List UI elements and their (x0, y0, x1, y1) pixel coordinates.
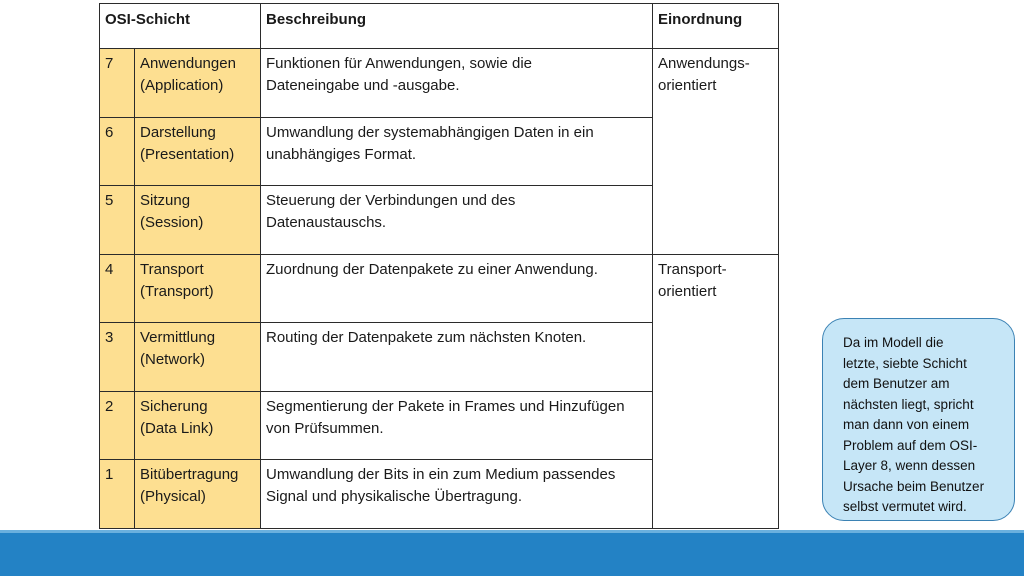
callout-line: Da im Modell die (843, 335, 944, 350)
footer-bar (0, 530, 1024, 576)
header-einordnung: Einordnung (653, 4, 779, 49)
layer-number: 4 (100, 254, 135, 323)
layer-name-en: (Transport) (140, 282, 214, 300)
description-line: Funktionen für Anwendungen, sowie die (266, 55, 533, 72)
callout-line: Ursache beim Benutzer (843, 478, 985, 494)
callout-line: dem Benutzer am (843, 376, 950, 391)
layer-number: 1 (100, 460, 135, 529)
layer-name (135, 323, 261, 392)
layer-name-en: (Presentation) (140, 145, 235, 163)
description-line: Datenaustauschs. (266, 214, 387, 231)
table-row (100, 254, 779, 323)
description-line: Zuordnung der Datenpakete zu einer Anwendung. (266, 260, 598, 278)
footer-bar-edge (0, 530, 1024, 533)
layer-name-de: Darstellung (140, 123, 216, 141)
layer-number: 6 (100, 117, 135, 186)
callout-line: letzte, siebte Schicht (843, 355, 967, 371)
osi-table (99, 3, 779, 529)
category-line: orientiert (658, 77, 717, 94)
category-line: Transport- (658, 260, 727, 278)
layer-name-en: (Application) (140, 77, 224, 94)
description-line: Umwandlung der systemabhängigen Daten in ein (266, 123, 594, 141)
description-line: Steuerung der Verbindungen und des (266, 192, 516, 209)
layer-number: 3 (100, 323, 135, 392)
layer-description (261, 391, 653, 460)
header-beschreibung: Beschreibung (261, 4, 653, 49)
layer-name-en: (Physical) (140, 488, 206, 505)
table-row (100, 49, 779, 118)
header-osi-schicht: OSI-Schicht (100, 4, 261, 49)
category-transport (653, 254, 779, 528)
layer-name (135, 186, 261, 255)
layer-name-de: Sicherung (140, 397, 208, 415)
layer-description (261, 323, 653, 392)
layer8-callout (822, 318, 1015, 521)
layer-number: 5 (100, 186, 135, 255)
layer-name-de: Sitzung (140, 192, 191, 209)
description-line: Segmentierung der Pakete in Frames und Hinzufügen (266, 397, 625, 415)
layer-description (261, 460, 653, 529)
layer-name-de: Anwendungen (140, 55, 236, 72)
category-line: Anwendungs- (658, 55, 750, 72)
layer-description (261, 49, 653, 118)
layer-name (135, 117, 261, 186)
layer-name-en: (Network) (140, 351, 206, 368)
layer-number: 2 (100, 391, 135, 460)
table-header-row (100, 4, 779, 49)
category-application (653, 49, 779, 255)
layer-name (135, 460, 261, 529)
description-line: Routing der Datenpakete zum nächsten Knoten. (266, 329, 587, 346)
layer-name-en: (Data Link) (140, 419, 214, 437)
layer-number: 7 (100, 49, 135, 118)
layer-description (261, 117, 653, 186)
category-line: orientiert (658, 282, 717, 300)
layer-description (261, 254, 653, 323)
layer-name (135, 391, 261, 460)
layer-name-de: Bitübertragung (140, 466, 239, 483)
osi-table-container (99, 3, 779, 529)
description-line: unabhängiges Format. (266, 145, 417, 163)
callout-line: Problem auf dem OSI- (843, 437, 978, 453)
layer-description (261, 186, 653, 255)
callout-line: nächsten liegt, spricht (843, 396, 974, 412)
layer-name (135, 49, 261, 118)
callout-line: selbst vermutet wird. (843, 499, 967, 514)
layer-name-de: Vermittlung (140, 329, 216, 346)
description-line: von Prüfsummen. (266, 419, 384, 437)
description-line: Dateneingabe und -ausgabe. (266, 77, 460, 94)
layer-name-de: Transport (140, 260, 204, 278)
description-line: Signal und physikalische Übertragung. (266, 488, 522, 505)
layer-name (135, 254, 261, 323)
callout-line: man dann von einem (843, 417, 970, 432)
layer-name-en: (Session) (140, 214, 204, 231)
callout-line: Layer 8, wenn dessen (843, 458, 976, 473)
description-line: Umwandlung der Bits in ein zum Medium passendes (266, 466, 616, 483)
